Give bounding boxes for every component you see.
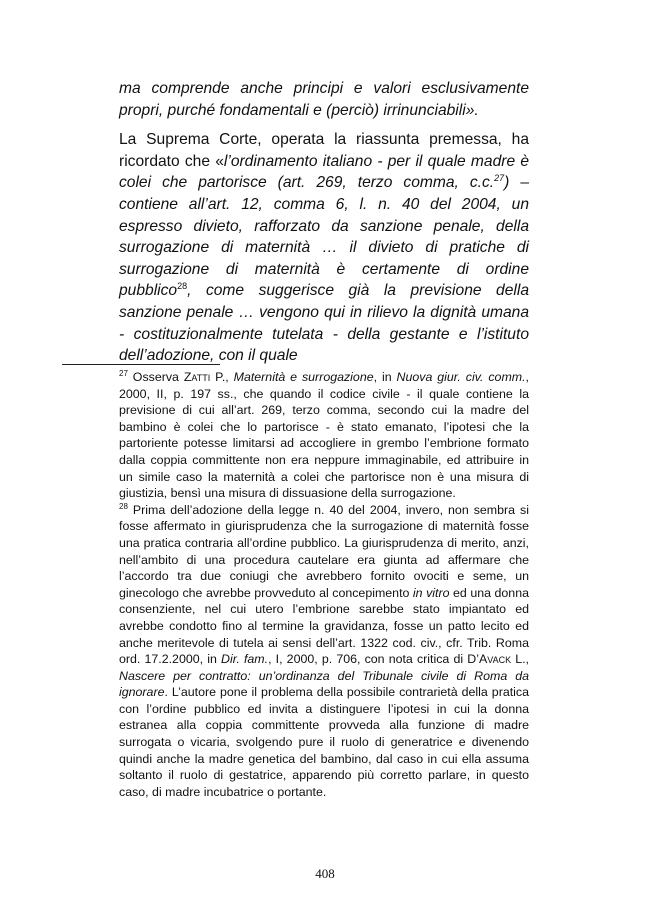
p2-quote-c: , come suggerisce già la previsione della sanzione penale … vengono qui in rilievo la dignità umana - costituzionalmente tutelata - della gestante e l’istituto dell’adozione, con il quale bbox=[119, 282, 529, 365]
footnote-number-28: 28 bbox=[119, 501, 128, 511]
footnotes bbox=[119, 369, 529, 800]
p2-quote-a: l’ordinamento italiano - per il quale madre è colei che partorisce (art. 269, terzo comma, c.c. bbox=[119, 152, 530, 192]
author-name: Zatti bbox=[183, 370, 211, 384]
page-number: 408 bbox=[315, 866, 335, 881]
footnote-number-27: 27 bbox=[119, 368, 128, 378]
main-text bbox=[119, 78, 529, 367]
footnote-separator bbox=[62, 364, 220, 365]
footnote-27: $^{27}$ Osserva Zatti P., Maternità e surrogazione, in Nuova giur. civ. comm., 2000, II, p. 197 ss., che quando il codice civile - il quale contiene la previsione di cui all’art. 269, terzo comma, secondo cui la madre del bambino è colei che lo partorisce - è stato emanato, l’ipotesi che la partoriente potesse limitarsi ad accogliere in grembo l’embrione formato dalla coppia committente non era neppure immaginabile, ed attribuire in un simile caso la maternità a colei che partorisce non è una misura di giustizia, bensì una misura di dissuasione della surrogazione. bbox=[119, 368, 529, 501]
p2-intro: La Suprema Corte, operata la riassunta premessa, ha ricordato che « bbox=[119, 131, 529, 170]
journal-name: Dir. fam. bbox=[221, 652, 269, 667]
work-title: Maternità e surrogazione bbox=[233, 370, 374, 384]
footnote-ref-27[interactable]: 27 bbox=[494, 173, 505, 184]
footnote-28: $^{28}$ Prima dell’adozione della legge n. 40 del 2004, invero, non sembra si fosse affermato in giurisprudenza che la surrogazione di maternità fosse una pratica contraria all’ordine pubblico. La giurisprudenza di merito, anzi, nell’ambito di una procedura cautelare era giunta ad affermare che l’accordo tra due coniugi che avrebbero fornito ovociti e seme, un ginecologo che avrebbe provveduto al concepimento in vitro ed una donna consenziente, nel cui utero l’embrione sarebbe stato impiantato ed avrebbe condotto fino al termine la gravidanza, fosse un patto lecito ed anche meritevole di tutela ai sensi dell’art. 1322 cod. civ., cfr. Trib. Roma ord. 17.2.2000, in Dir. fam., I, 2000, p. 706, con nota critica di D’Avack L., Nascere per contratto: un’ordinanza del Tribunale civile di Roma da ignorare. L’autore pone il problema della possibile contrarietà della pratica con l’ordine pubblico ed invita a distinguere l’ipotesi in cui la donna estranea alla coppia committente provveda alla funzione di madre surrogata o vicaria, svolgendo pure il ruolo di generatrice e divenendo quindi anche la madre genetica del bambino, dal caso in cui ella assuma soltanto il ruolo di gestatrice, apparendo più corretto parlare, in questo caso, di madre incubatrice o portante. bbox=[119, 501, 529, 799]
journal-name: Nuova giur. civ. comm. bbox=[396, 370, 526, 384]
in-vitro-term: in vitro bbox=[412, 585, 450, 600]
work-title: Nascere per contratto: un’ordinanza del Tribunale civile di Roma da ignorare bbox=[119, 668, 529, 700]
paragraph-quote-end: ma comprende anche principi e valori esclusivamente propri, purché fondamentali e (perciò) irrinunciabili». bbox=[119, 80, 529, 119]
author-name-smallcaps: vack bbox=[487, 652, 512, 667]
footnote-ref-28[interactable]: 28 bbox=[177, 281, 188, 292]
p2-quote-b: ) – contiene all’art. 12, comma 6, l. n. 40 del 2004, un espresso divieto, rafforzato da sanzione penale, della surrogazione di maternità … il divieto di pratiche di surrogazione di maternità è certamente di ordine pubblico bbox=[119, 174, 529, 300]
paragraph-supreme-court bbox=[119, 129, 529, 367]
author-name-prefix: D’A bbox=[467, 652, 488, 667]
